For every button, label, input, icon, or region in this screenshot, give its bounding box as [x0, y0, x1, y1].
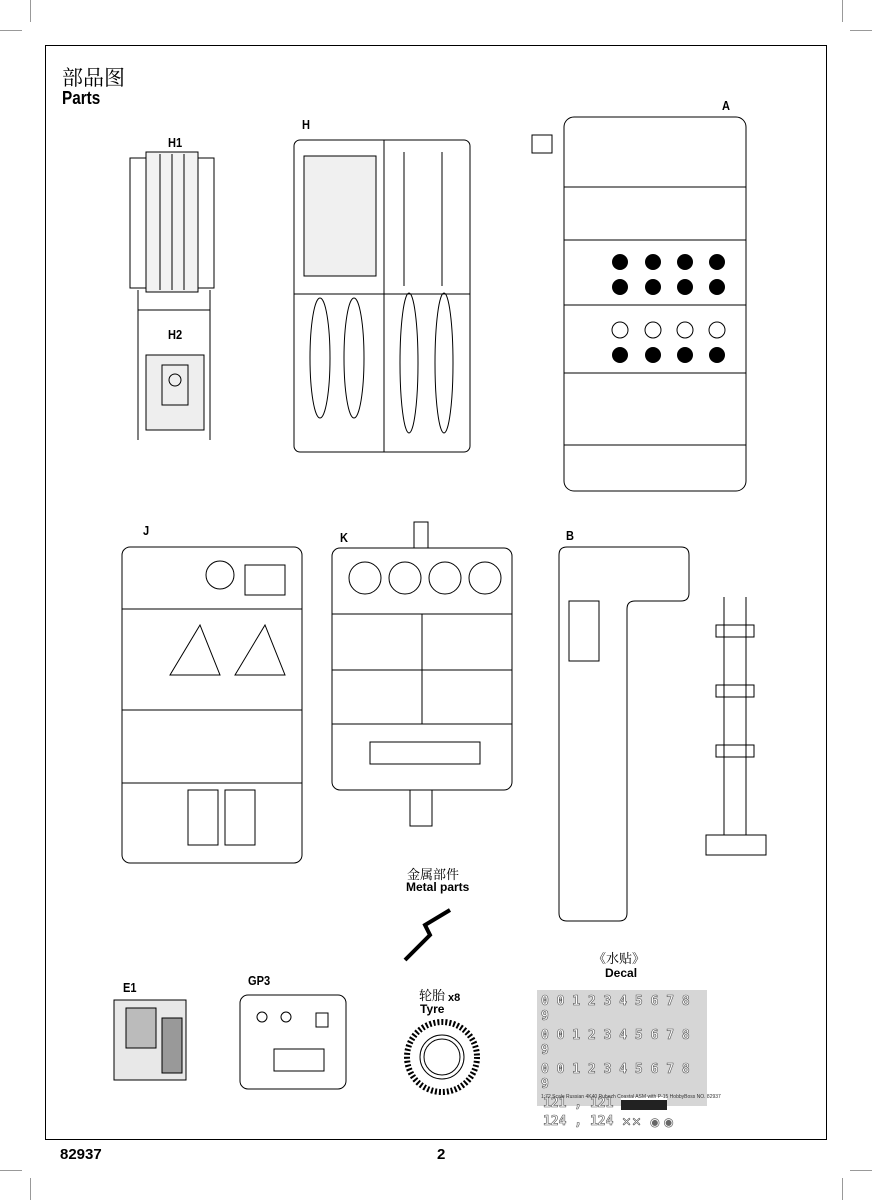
title-en: Parts	[62, 88, 101, 108]
metal-parts-label-cn: 金属部件	[407, 867, 460, 882]
decal-sheet	[537, 990, 721, 1129]
sprue-k-drawing	[330, 520, 515, 830]
tyre-quantity: x8	[448, 992, 461, 1004]
product-code: 82937	[60, 1146, 102, 1163]
sprue-e1-drawing	[112, 998, 188, 1082]
sprue-h-drawing	[292, 138, 472, 454]
tyre-label-en: Tyre	[420, 1002, 445, 1016]
sprue-label-e1: E1	[123, 980, 137, 995]
decal-label-cn: 《水贴》	[593, 951, 646, 966]
decal-number-124: 124 , 124	[543, 1114, 614, 1129]
sprue-label-k: K	[340, 530, 348, 545]
crop-mark	[30, 0, 31, 22]
decal-label-en: Decal	[605, 966, 638, 980]
crop-mark	[0, 1170, 22, 1171]
decal-cross-marks: ✕✕	[621, 1114, 642, 1129]
crop-mark	[842, 1178, 843, 1200]
crop-mark	[842, 0, 843, 22]
decal-digit-row: 0 0 1 2 3 4 5 6 7 8 9	[541, 1028, 690, 1058]
sprue-label-gp3: GP3	[248, 973, 271, 988]
decal-digit-row: 0 0 1 2 3 4 5 6 7 8 9	[541, 1062, 690, 1092]
metal-rod-drawing	[400, 905, 460, 965]
sprue-label-h2: H2	[168, 327, 183, 342]
sprue-label-h: H	[302, 117, 310, 132]
decal-number-121: 121 , 121	[543, 1096, 614, 1111]
crop-mark	[850, 1170, 872, 1171]
crop-mark	[850, 30, 872, 31]
tyre-drawing	[405, 1020, 480, 1095]
sprue-label-b: B	[566, 528, 574, 543]
sprue-label-a: A	[722, 98, 730, 113]
crop-mark	[0, 30, 22, 31]
sprue-label-j: J	[143, 523, 150, 538]
sprue-j-drawing	[120, 545, 305, 865]
metal-parts-label-en: Metal parts	[406, 880, 470, 894]
title-cn: 部品图	[62, 67, 125, 90]
sprue-label-h1: H1	[168, 135, 183, 150]
chassis-frame-drawing	[702, 595, 772, 865]
sprue-b-drawing	[555, 545, 695, 925]
crop-mark	[30, 1178, 31, 1200]
decal-caption: 1:72 Scale Russian 4K40 Rubezh Coastal ASM with P-15 HobbyBoss NO. 82937	[541, 1094, 721, 1100]
decal-digit-row: 0 0 1 2 3 4 5 6 7 8 9	[541, 994, 690, 1024]
sprue-gp3-drawing	[238, 993, 348, 1091]
sprue-h1-h2-drawing	[124, 150, 220, 440]
page-number: 2	[437, 1146, 446, 1163]
decal-roundels: ◉ ◉	[649, 1114, 674, 1129]
sprue-a-drawing	[520, 115, 750, 495]
tyre-label-cn: 轮胎	[419, 988, 446, 1003]
